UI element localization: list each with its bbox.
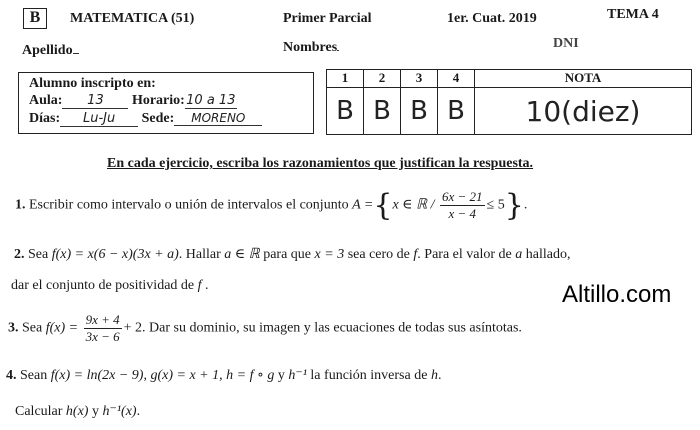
grade-header-4: 4 [438, 70, 475, 88]
dias-label: Días: [29, 111, 61, 126]
enrollment-title: Alumno inscripto en: [29, 76, 156, 91]
exercise-1-text: Escribir como intervalo o unión de intervalos el conjunto [29, 197, 349, 213]
exercise-2-x-eq: x = 3 [314, 247, 345, 262]
grade-score-4: B [438, 88, 475, 135]
exercise-3-text-b: . Dar su dominio, su imagen y las ecuaciones de todas sus asíntotas. [142, 320, 522, 336]
exercise-2-function: f(x) = x(6 − x)(3x + a) [51, 247, 179, 262]
watermark: Altillo.com [562, 281, 672, 308]
grade-header-2: 2 [364, 70, 401, 88]
exercise-4-h: h [430, 368, 438, 383]
exercise-4-y2: y [91, 404, 99, 419]
set-fraction-num: 6x − 21 [442, 189, 483, 204]
set-close-brace: } [504, 188, 524, 223]
set-condition: x ∈ ℝ / [392, 197, 435, 213]
set-inequality: ≤ 5 [486, 197, 505, 213]
exercise-3 [8, 312, 522, 345]
nota-header: NOTA [475, 70, 692, 88]
exercise-4-line2-text: Calcular [15, 404, 63, 419]
exercise-3-fraction [84, 312, 122, 345]
sede-label: Sede: [141, 111, 175, 126]
exercise-2-a-in-r: a ∈ ℝ [224, 247, 260, 262]
set-open-brace: { [373, 188, 393, 223]
enrollment-box [18, 72, 314, 134]
exercise-3-den: 3x − 6 [85, 329, 120, 344]
exercise-3-text-a: Sea [22, 320, 43, 336]
sede-value: MORENO [174, 111, 262, 126]
exercise-2-text-b: . Hallar [178, 247, 221, 262]
set-fraction [440, 189, 485, 222]
course-title: MATEMATICA (51) [70, 11, 195, 26]
exercise-3-plus: + 2 [123, 320, 143, 336]
exercise-2-number: 2. [14, 247, 25, 262]
aula-label: Aula: [29, 93, 63, 108]
exercise-4-line1 [6, 367, 441, 384]
tema-number: TEMA 4 [607, 7, 659, 22]
exercise-4-hinv-x: h⁻¹(x) [102, 404, 137, 419]
grade-score-2: B [364, 88, 401, 135]
exercise-4-h-inv: h⁻¹ [288, 368, 307, 383]
exercise-4-g-def: g(x) = x + 1 [150, 368, 220, 383]
exercise-4-line2 [15, 403, 140, 420]
aula-row [29, 93, 237, 109]
exercise-1-end: . [523, 197, 528, 213]
exercise-3-number: 3. [8, 320, 19, 336]
exercise-2-line2 [11, 278, 209, 294]
exercise-2-a: a [515, 247, 523, 262]
exercise-4-f-def: f(x) = ln(2x − 9) [50, 368, 144, 383]
exercise-4-h-def: h = f ∘ g [226, 368, 275, 383]
apellido-label: Apellido [22, 43, 79, 59]
exercise-1-number: 1. [15, 197, 26, 213]
exercise-4-y: y [277, 368, 285, 383]
exercise-2-f2: f [197, 278, 202, 293]
exercise-2-text-e: . Para el valor de [417, 247, 512, 262]
exercise-4-text-a: Sean [20, 368, 48, 383]
exercise-3-num: 9x + 4 [85, 312, 120, 327]
exercise-4-text-b: la función inversa de [310, 368, 428, 383]
instructions: En cada ejercicio, escriba los razonamientos que justifican la respuesta. [107, 156, 534, 171]
exam-period: 1er. Cuat. 2019 [447, 11, 537, 26]
exercise-2-text-d: sea cero de [347, 247, 410, 262]
horario-value: 10 a 13 [186, 93, 236, 108]
exercise-2-text-a: Sea [28, 247, 49, 262]
grade-score-3: B [401, 88, 438, 135]
exercise-4-comma-2: , [219, 368, 223, 383]
grade-header-3: 3 [401, 70, 438, 88]
exercise-3-lhs: f(x) = [45, 320, 79, 336]
grade-table [326, 69, 692, 135]
exercise-2-f: f [413, 247, 418, 262]
tema-letter-box: B [23, 8, 47, 29]
exercise-4-comma-1: , [143, 368, 147, 383]
exercise-1 [15, 188, 527, 223]
exercise-4-hx: h(x) [65, 404, 89, 419]
exercise-2-line1 [14, 246, 570, 263]
exercise-4-number: 4. [6, 368, 17, 383]
exercise-2-text-c: para que [263, 247, 312, 262]
final-grade: 10(diez) [475, 88, 692, 135]
exercise-4-end: . [437, 368, 442, 383]
dni-label: DNI [553, 36, 579, 51]
grade-header-1: 1 [327, 70, 364, 88]
grade-score-1: B [327, 88, 364, 135]
exercise-4-end2: . [136, 404, 141, 419]
exercise-2-end: . [205, 278, 209, 293]
dias-value: Lu-Ju [60, 111, 138, 127]
nombres-label: Nombres [283, 40, 338, 55]
exam-title: Primer Parcial [283, 11, 372, 26]
dias-row [29, 111, 262, 127]
set-name: A = [352, 197, 374, 213]
set-fraction-den: x − 4 [448, 206, 477, 221]
exercise-2-line2-text: dar el conjunto de positividad de [11, 278, 195, 293]
horario-label: Horario: [131, 93, 185, 108]
aula-value: 13 [62, 93, 128, 109]
exercise-2-text-f: hallado, [525, 247, 571, 262]
